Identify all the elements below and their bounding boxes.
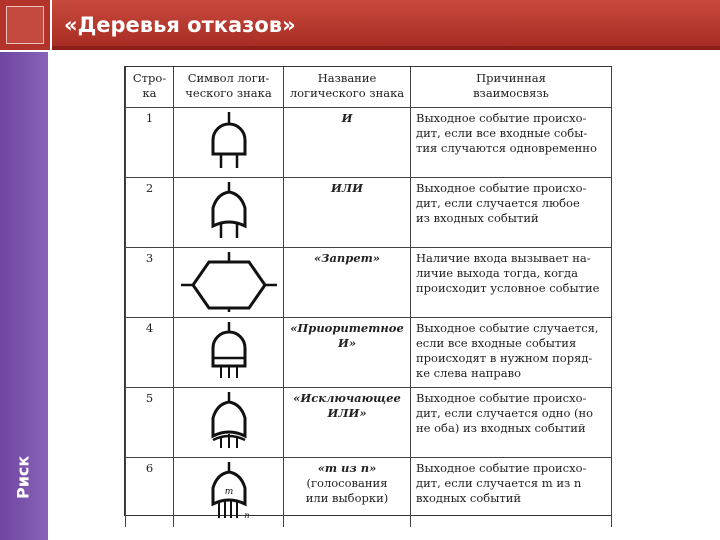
row-number: 5 xyxy=(126,388,174,458)
gate-description-text: Выходное событие происхо- дит, если случается одно (но не оба) из входных событий xyxy=(416,391,594,435)
slide-title: «Деревья отказов» xyxy=(64,13,296,37)
corner-block xyxy=(0,0,52,50)
gate-name: И xyxy=(284,108,411,178)
gate-description-text: Выходное событие происхо- дит, если случается любое из входных событий xyxy=(416,181,587,225)
sidebar-label: Риск xyxy=(13,455,33,499)
row-number: 2 xyxy=(126,178,174,248)
and-gate-icon xyxy=(199,110,259,172)
gates-table xyxy=(125,67,612,527)
gate-description-text: Выходное событие происхо- дит, если все входные собы- тия случаются одновременно xyxy=(416,111,597,155)
symbol-cell xyxy=(174,388,284,458)
header-row-col-text: Стро- ка xyxy=(132,71,167,100)
table-row xyxy=(126,388,612,458)
row-number: 6 xyxy=(126,458,174,528)
symbol-m-label: m xyxy=(224,487,233,497)
gate-name-sub: (голосования или выборки) xyxy=(305,476,389,505)
symbol-cell xyxy=(174,178,284,248)
gate-name-text: «Исключающее ИЛИ» xyxy=(293,391,401,420)
gate-name-text: «Приоритетное И» xyxy=(290,321,404,350)
symbol-cell xyxy=(174,108,284,178)
gate-name: ИЛИ xyxy=(284,178,411,248)
header-name-col-text: Название логического знака xyxy=(289,71,405,100)
exclusive-or-gate-icon xyxy=(199,390,259,452)
table-row xyxy=(126,108,612,178)
table-row xyxy=(126,178,612,248)
header-cause-col xyxy=(411,67,612,108)
gate-description xyxy=(411,458,612,528)
header-symbol-col-text: Символ логи- ческого знака xyxy=(185,71,272,100)
gate-description xyxy=(411,178,612,248)
gate-description-text: Выходное событие происхо- дит, если случается m из n входных событий xyxy=(416,461,587,505)
row-number: 1 xyxy=(126,108,174,178)
gate-description-text: Выходное событие случается, если все входные события происходят в нужном поряд- ке слева направо xyxy=(416,321,599,380)
table-row xyxy=(126,458,612,528)
header-row-col xyxy=(126,67,174,108)
or-gate-icon xyxy=(199,180,259,242)
title-bar-underline xyxy=(0,46,720,50)
gate-description xyxy=(411,318,612,388)
gate-name xyxy=(284,318,411,388)
row-number: 4 xyxy=(126,318,174,388)
gate-description xyxy=(411,388,612,458)
gate-description xyxy=(411,248,612,318)
symbol-cell xyxy=(174,458,284,528)
row-number: 3 xyxy=(126,248,174,318)
gate-name: «Запрет» xyxy=(284,248,411,318)
gate-description-text: Наличие входа вызывает на- личие выхода тогда, когда происходит условное событие xyxy=(416,251,600,295)
table-row xyxy=(126,248,612,318)
symbol-n-label: n xyxy=(243,511,250,520)
symbol-cell xyxy=(174,248,284,318)
corner-block-inner xyxy=(6,6,44,44)
symbol-cell xyxy=(174,318,284,388)
priority-and-gate-icon xyxy=(199,320,259,382)
table-row xyxy=(126,318,612,388)
fault-tree-table xyxy=(124,66,612,520)
gate-name xyxy=(284,458,411,528)
table-header-row xyxy=(126,67,612,108)
header-name-col xyxy=(284,67,411,108)
gate-name xyxy=(284,388,411,458)
gate-description xyxy=(411,108,612,178)
header-symbol-col xyxy=(174,67,284,108)
inhibit-gate-icon xyxy=(181,250,277,312)
m-of-n-gate-icon xyxy=(199,460,259,522)
sidebar xyxy=(0,52,50,540)
header-cause-col-text: Причинная взаимосвязь xyxy=(473,71,549,100)
gate-name-main: «m из n» xyxy=(317,461,377,475)
